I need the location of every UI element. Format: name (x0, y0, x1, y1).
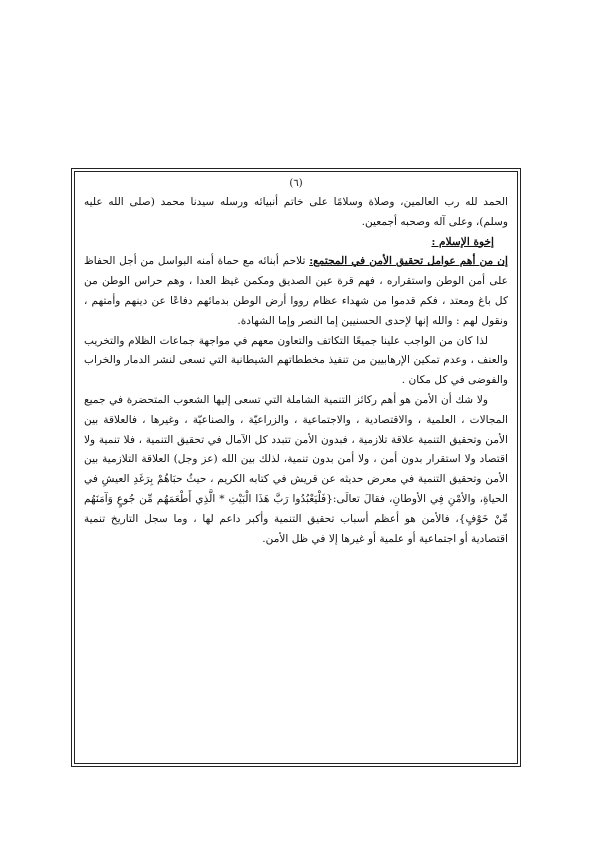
page-content (84, 176, 508, 759)
greeting-heading: إخوة الإسلام : (431, 235, 494, 248)
section-lead: إن من أهم عوامل تحقيق الأمن في المجتمع: (309, 255, 508, 268)
page-frame (71, 168, 521, 767)
section-body: تلاحم أبنائه مع حماة أمنه البواسل من أجل الحفاظ على أمن الوطن واستقراره ، فهم قرة عين الصديق ومكمن غيظ العدا ، وهم حراس الوطن من كل باغ ومعتد ، فكم قدموا من شهداء عظام رووا أرض الوطن بدمائهم دفاعًا عن دينهم وأمتهم ، ونقول لهم : والله إنها لإحدى الحسنيين إما النصر وإما الشهادة. (84, 255, 508, 327)
security-factors-paragraph (84, 252, 508, 331)
page-number: (٦) (289, 178, 303, 189)
intro-paragraph: الحمد لله رب العالمين، وصلاة وسلامًا على خاتم أنبيائه ورسله سيدنا محمد (صلى الله عليه وسلم)، وعلى آله وصحبه أجمعين. (84, 196, 508, 228)
development-paragraph: ولا شك أن الأمن هو أهم ركائز التنمية الشاملة التي تسعى إليها الشعوب المتحضرة في جميع المجالات ، العلمية ، والاقتصادية ، والاجتماعية ، والزراعيّة ، والصناعيّة ، وغيرها ، فالعلاقة بين الأمن وتحقيق التنمية علاقة تلازمية ، فبدون الأمن تتبدد كل الآمال في تحقيق التنمية ، فلا تنمية ولا اقتصاد ولا استقرار بدون أمن ، ولا أمن بدون تنمية، لذلك بين الله (عز وجل) العلاقة التلازمية بين الأمن وتحقيق التنمية في معرض حديثه عن قريش في كتابه الكريم ، حيثُ حبَاهُمْ بِرَغَدِ العيشِ في الحياةِ، والأمْنِ فِي الأوطانِ، فقالَ تعالَى:{فَلْيَعْبُدُوا رَبَّ هَذَا الْبَيْتِ * الَّذِي أَطْعَمَهُم مِّن جُوعٍ وَآمَنَهُم مِّنْ خَوْفٍ}، فالأمن هو أعظم أسباب تحقيق التنمية وأكبر داعم لها ، وما سجل التاريخ تنمية اقتصادية أو اجتماعية أو علمية أو غيرها إلا في ظل الأمن. (84, 393, 508, 545)
cooperation-paragraph: لذا كان من الواجب علينا جميعًا التكاتف والتعاون معهم في مواجهة جماعات الظلام والتخريب والعنف ، وعدم تمكين الإرهابيين من تنفيذ مخططاتهم الشيطانية التي تسعى لنشر الدمار والخراب والفوضى في كل مكان . (84, 334, 508, 387)
